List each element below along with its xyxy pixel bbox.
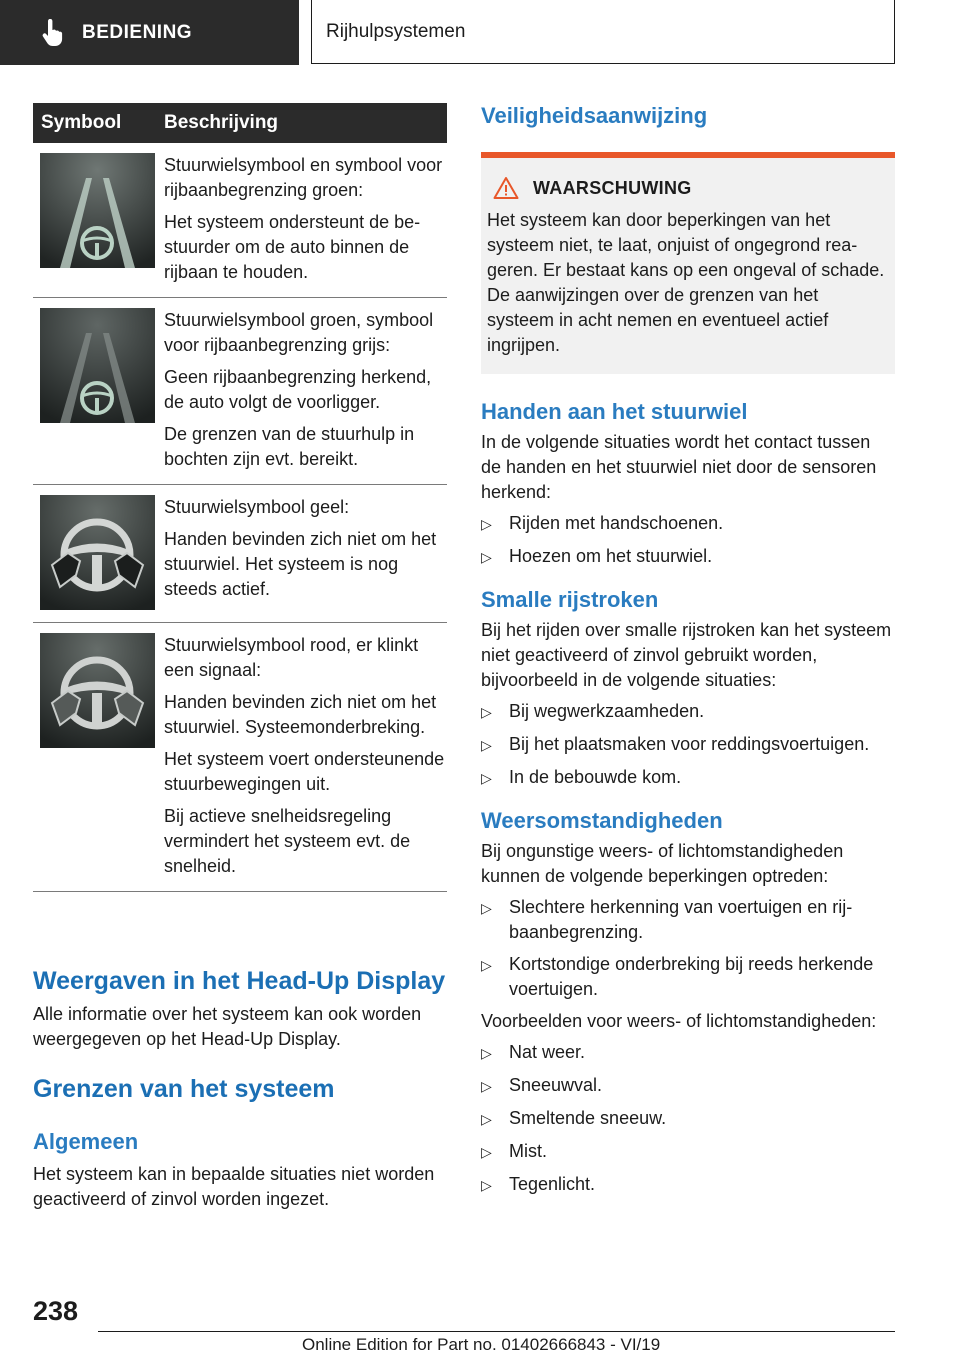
row-text: Stuurwielsymbool en symbool voor rijbaanbegrenzing groen: bbox=[164, 155, 443, 200]
table-row bbox=[33, 143, 447, 298]
hands-text: In de volgende situaties wordt het contact tussen de handen en het stuurwiel niet door de sensoren herkend: bbox=[481, 432, 877, 502]
warning-text: Het systeem kan door beperkingen van het systeem niet, te laat, onjuist of ongegrond reageren. Er bestaat kans op een ongeval of schade. De aanwijzingen over de grenzen van het systeem in acht nemen en eventueel actief ingrijpen. bbox=[487, 210, 885, 355]
weather-heading: Weersomstandigheden bbox=[481, 808, 723, 833]
narrow-heading: Smalle rijstroken bbox=[481, 587, 659, 612]
limits-heading: Grenzen van het systeem bbox=[33, 1075, 335, 1103]
list-item: ▷ Bij wegwerkzaamheden. bbox=[481, 699, 895, 725]
section-label: BEDIENING bbox=[82, 21, 193, 43]
weather-limitations-list bbox=[481, 895, 895, 1002]
row-text: Handen bevinden zich niet om het stuurwiel. Het systeem is nog steeds actief. bbox=[164, 529, 437, 599]
bullet-triangle-icon: ▷ bbox=[481, 957, 492, 973]
list-item: ▷ Smeltende sneeuw. bbox=[481, 1106, 895, 1132]
hud-text: Alle informatie over het systeem kan ook worden weergegeven op het Head-Up Display. bbox=[33, 1004, 422, 1049]
row-text: Handen bevinden zich niet om het stuurwiel. Systeemonderbreking. bbox=[164, 692, 437, 737]
page-number: 238 bbox=[33, 1296, 79, 1326]
row-text: Bij actieve snelheidsregeling vermindert het systeem evt. de snelheid. bbox=[164, 806, 411, 876]
bullet-triangle-icon: ▷ bbox=[481, 737, 492, 753]
list-item: ▷ Hoezen om het stuurwiel. bbox=[481, 544, 895, 570]
list-item: ▷ Slechtere herkenning van voertuigen en rijbaanbegrenzing. bbox=[481, 895, 895, 945]
bullet-triangle-icon: ▷ bbox=[481, 1111, 492, 1127]
warning-box bbox=[481, 152, 895, 374]
list-item: ▷ Nat weer. bbox=[481, 1040, 895, 1066]
general-heading: Algemeen bbox=[33, 1129, 139, 1154]
table-row bbox=[33, 298, 447, 485]
row-text: Het systeem ondersteunt de bestuurder om de auto binnen de rijbaan te houden. bbox=[164, 212, 421, 282]
row-text: Het systeem voert ondersteunende stuurbewegingen uit. bbox=[164, 749, 445, 794]
narrow-text: Bij het rijden over smalle rijstroken kan het systeem niet geactiveerd of zinvol gebruikt worden, bijvoorbeeld in de volgende situaties: bbox=[481, 620, 892, 690]
right-column bbox=[481, 102, 895, 1205]
left-lower-sections bbox=[33, 966, 447, 1212]
table-row bbox=[33, 485, 447, 623]
bullet-triangle-icon: ▷ bbox=[481, 770, 492, 786]
weather-text: Bij ongunstige weers- of lichtomstandigheden kunnen de volgende beperkingen optreden: bbox=[481, 841, 844, 886]
bullet-triangle-icon: ▷ bbox=[481, 1144, 492, 1160]
general-text: Het systeem kan in bepaalde situaties niet worden geactiveerd of zinvol worden ingezet. bbox=[33, 1164, 435, 1209]
footer-divider bbox=[98, 1331, 895, 1332]
warning-label: WAARSCHUWING bbox=[533, 177, 692, 198]
list-item: ▷ Kortstondige onderbreking bij reeds herkende voertuigen. bbox=[481, 952, 895, 1002]
table-header bbox=[33, 103, 447, 143]
table-row bbox=[33, 623, 447, 892]
list-item: ▷ Rijden met handschoenen. bbox=[481, 511, 895, 537]
narrow-list bbox=[481, 699, 895, 791]
steering-wheel-hands-red-icon bbox=[40, 633, 155, 748]
bullet-triangle-icon: ▷ bbox=[481, 1045, 492, 1061]
edition-text: Online Edition for Part no. 01402666843 - VI/19 bbox=[302, 1335, 661, 1354]
steering-wheel-hands-yellow-icon bbox=[40, 495, 155, 610]
column-header-description: Beschrijving bbox=[164, 112, 279, 133]
list-item: ▷ Sneeuwval. bbox=[481, 1073, 895, 1099]
hud-heading: Weergaven in het Head-Up Display bbox=[33, 967, 446, 995]
safety-heading: Veiligheidsaanwijzing bbox=[481, 103, 708, 128]
hands-list bbox=[481, 511, 895, 570]
list-item: ▷ Mist. bbox=[481, 1139, 895, 1165]
bullet-triangle-icon: ▷ bbox=[481, 1078, 492, 1094]
chapter-title: Rijhulpsystemen bbox=[326, 20, 466, 42]
row-text: Stuurwielsymbool rood, er klinkt een signaal: bbox=[164, 635, 419, 680]
list-item: ▷ Tegenlicht. bbox=[481, 1172, 895, 1198]
hands-heading: Handen aan het stuurwiel bbox=[481, 399, 748, 424]
bullet-triangle-icon: ▷ bbox=[481, 704, 492, 720]
hand-pointer-icon bbox=[40, 19, 66, 47]
section-tab bbox=[0, 0, 299, 65]
weather-examples-text: Voorbeelden voor weers- of lichtomstandigheden: bbox=[481, 1011, 877, 1031]
list-item: ▷ In de bebouwde kom. bbox=[481, 765, 895, 791]
row-text: Stuurwielsymbool geel: bbox=[164, 497, 350, 517]
list-item: ▷ Bij het plaatsmaken voor reddingsvoertuigen. bbox=[481, 732, 895, 758]
bullet-triangle-icon: ▷ bbox=[481, 516, 492, 532]
row-text: De grenzen van de stuurhulp in bochten zijn evt. bereikt. bbox=[164, 424, 415, 469]
row-text: Geen rijbaanbegrenzing herkend, de auto volgt de voorligger. bbox=[164, 367, 432, 412]
steering-wheel-green-lanes-icon bbox=[40, 153, 155, 268]
bullet-triangle-icon: ▷ bbox=[481, 549, 492, 565]
chapter-header bbox=[311, 0, 895, 64]
row-text: Stuurwielsymbool groen, symbool voor rijbaanbegrenzing grijs: bbox=[164, 310, 434, 355]
bullet-triangle-icon: ▷ bbox=[481, 1177, 492, 1193]
warning-triangle-icon bbox=[493, 176, 519, 200]
bullet-triangle-icon: ▷ bbox=[481, 900, 492, 916]
symbol-table bbox=[33, 103, 447, 892]
steering-wheel-grey-lanes-icon bbox=[40, 308, 155, 423]
weather-examples-list bbox=[481, 1040, 895, 1198]
column-header-symbol: Symbool bbox=[41, 112, 122, 133]
